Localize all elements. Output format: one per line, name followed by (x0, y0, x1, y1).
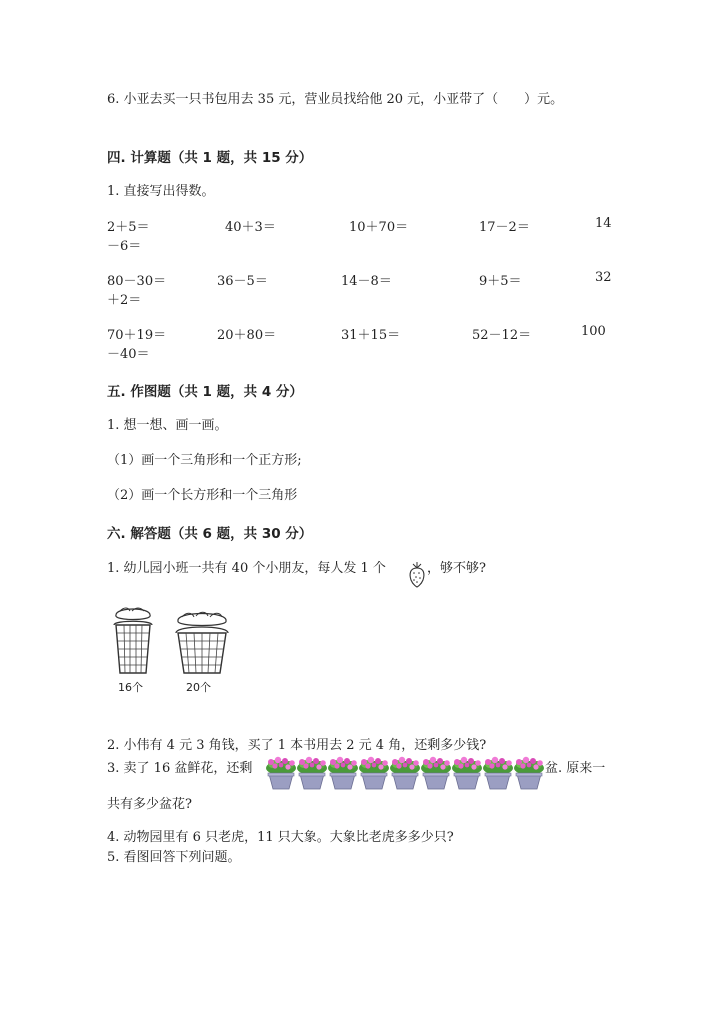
section-4-title: 四. 计算题（共 1 题，共 15 分） (107, 150, 313, 166)
basket-of-strawberries-icon (172, 611, 232, 677)
calc-item: 17－2＝ (479, 220, 530, 235)
calc-item-wrap: －6＝ (107, 239, 142, 254)
section-6-q4: 4. 动物园里有 6 只老虎，11 只大象。大象比老虎多多少只? (107, 830, 454, 845)
section-6-q1-text: 1. 幼儿园小班一共有 40 个小朋友，每人发 1 个 (107, 561, 386, 576)
calc-item: 14－8＝ (341, 274, 392, 289)
calc-item: 31＋15＝ (341, 328, 401, 343)
section-5-title: 五. 作图题（共 1 题，共 4 分） (107, 384, 303, 400)
flower-pot-icon (482, 755, 514, 791)
calc-item: 9＋5＝ (479, 274, 522, 289)
calc-item: 100 (581, 324, 606, 339)
flower-pot-icon (327, 755, 359, 791)
basket-of-strawberries-icon (108, 607, 158, 675)
calc-item: 80－30＝ (107, 274, 167, 289)
calc-item-wrap: ＋2＝ (107, 293, 142, 308)
flower-pot-icon (420, 755, 452, 791)
calc-item: 32 (595, 270, 612, 285)
basket-1-label: 16个 (118, 681, 143, 694)
section-5-q1: 1. 想一想、画一画。 (107, 418, 228, 433)
flower-pot-icon (513, 755, 545, 791)
section-5-sub2: （2）画一个长方形和一个三角形 (107, 488, 298, 503)
calc-item: 14 (595, 216, 612, 231)
calc-item: 70＋19＝ (107, 328, 167, 343)
calc-item: 20＋80＝ (217, 328, 277, 343)
flower-pot-icon (265, 755, 297, 791)
basket-2-label: 20个 (186, 681, 211, 694)
question-6: 6. 小亚去买一只书包用去 35 元，营业员找给他 20 元，小亚带了（ ）元。 (107, 92, 564, 107)
calc-item: 36－5＝ (217, 274, 268, 289)
flower-pot-icon (296, 755, 328, 791)
section-6-q2: 2. 小伟有 4 元 3 角钱，买了 1 本书用去 2 元 4 角，还剩多少钱? (107, 738, 487, 753)
section-4-q1: 1. 直接写出得数。 (107, 184, 215, 199)
flower-pot-row (265, 755, 543, 791)
section-6-title: 六. 解答题（共 6 题，共 30 分） (107, 526, 313, 542)
calc-item: 2＋5＝ (107, 220, 150, 235)
flower-pot-icon (389, 755, 421, 791)
calc-item: 40＋3＝ (225, 220, 276, 235)
section-6-q3-text-mid: 盆. 原来一 (545, 761, 606, 776)
flower-pot-icon (451, 755, 483, 791)
calc-item-wrap: －40＝ (107, 347, 150, 362)
section-6-q3-text: 3. 卖了 16 盆鲜花，还剩 (107, 761, 253, 776)
flower-pot-icon (358, 755, 390, 791)
strawberry-icon (407, 560, 427, 588)
section-6-q3-text-end: 共有多少盆花? (107, 797, 192, 812)
section-5-sub1: （1）画一个三角形和一个正方形; (107, 453, 302, 468)
section-6-q1-text-end: ，够不够? (427, 561, 486, 576)
section-6-q5: 5. 看图回答下列问题。 (107, 850, 241, 865)
calc-item: 10＋70＝ (349, 220, 409, 235)
calc-item: 52－12＝ (472, 328, 532, 343)
